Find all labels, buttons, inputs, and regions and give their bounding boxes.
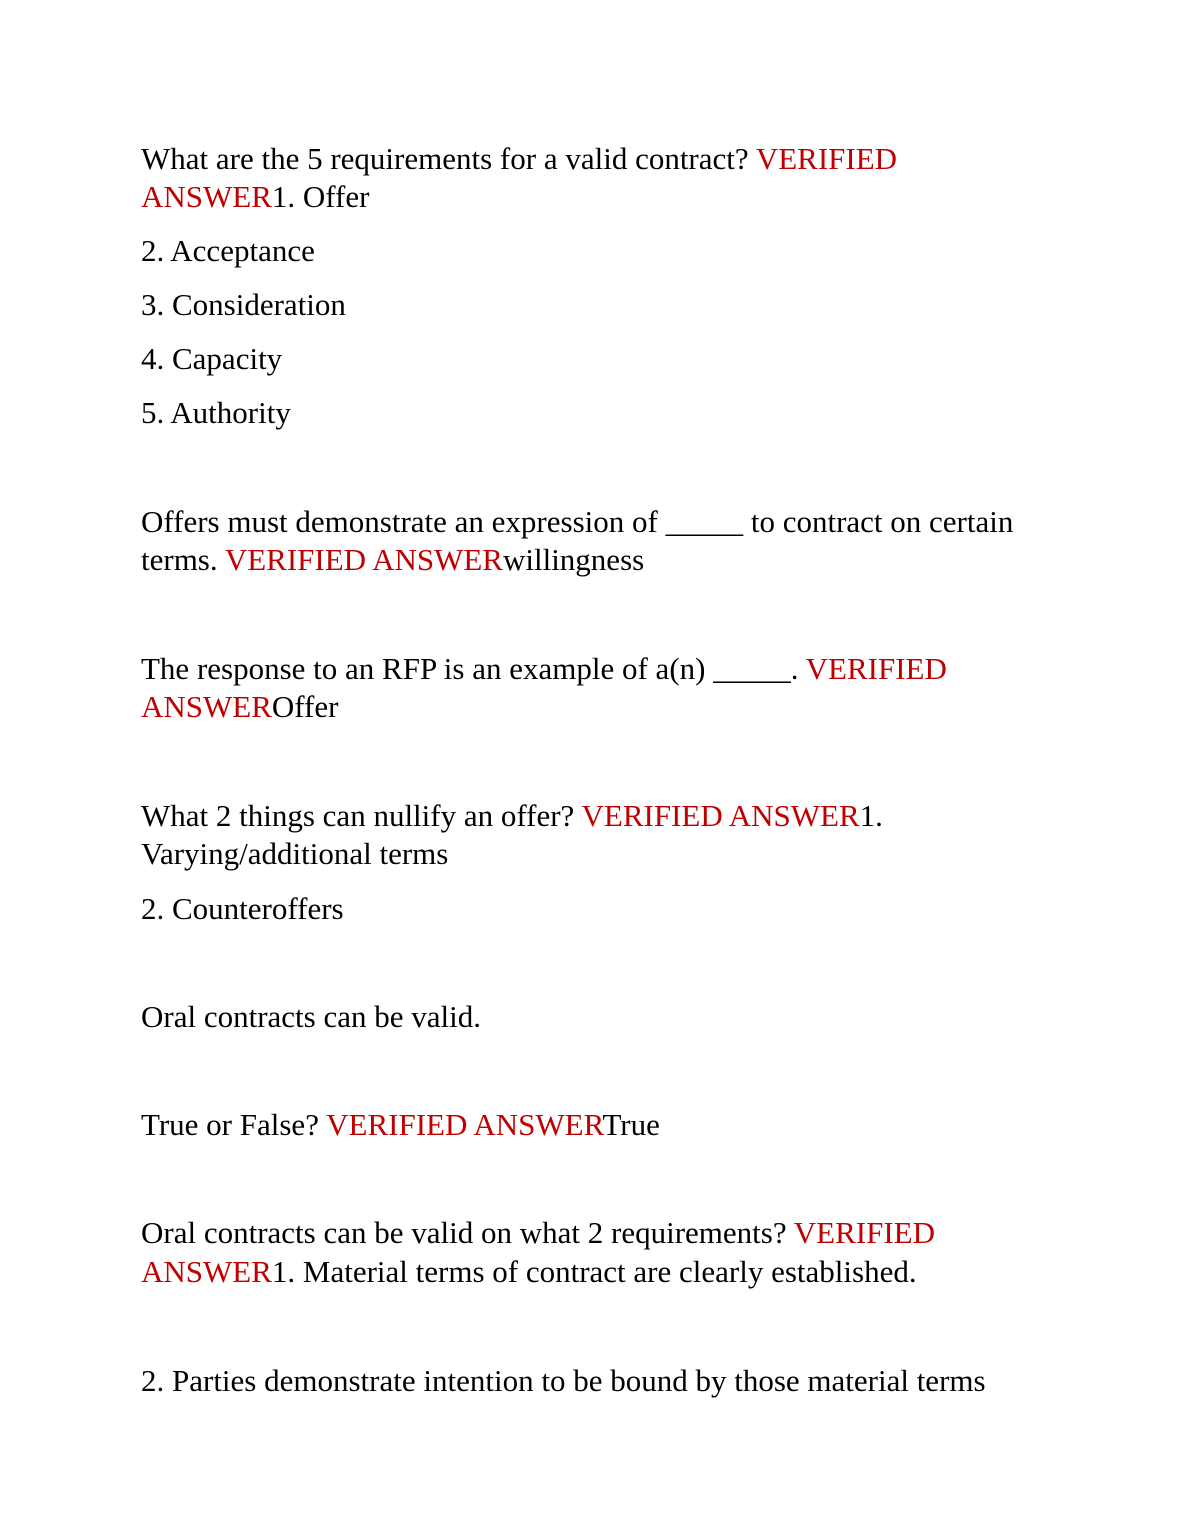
q6-question-line bbox=[141, 1214, 935, 1252]
q2-question-line1: Offers must demonstrate an expression of _____ to contract on certain bbox=[141, 504, 1014, 539]
q3-answer-tag-answer: ANSWER bbox=[141, 689, 272, 724]
q4-question: What 2 things can nullify an offer? bbox=[141, 798, 575, 833]
q3-answer-line bbox=[141, 688, 338, 726]
q4-answer-tag: VERIFIED ANSWER bbox=[581, 798, 860, 833]
q5-statement: Oral contracts can be valid. bbox=[141, 999, 481, 1034]
q2-question-line2 bbox=[141, 541, 644, 579]
q1-item-3: 3. Consideration bbox=[141, 287, 346, 322]
q1-answer-tag-answer: ANSWER bbox=[141, 179, 272, 214]
q1-item-5: 5. Authority bbox=[141, 395, 291, 430]
q1-question: What are the 5 requirements for a valid contract? bbox=[141, 141, 749, 176]
q5-answer: True bbox=[602, 1107, 660, 1142]
q6-answer-line bbox=[141, 1253, 917, 1291]
q6-question: Oral contracts can be valid on what 2 requirements? bbox=[141, 1215, 787, 1250]
q4-answer-1: Varying/additional terms bbox=[141, 836, 449, 871]
q6-answer-tag-verified: VERIFIED bbox=[793, 1215, 936, 1250]
q3-answer: Offer bbox=[271, 689, 339, 724]
q3-answer-tag-verified: VERIFIED bbox=[805, 651, 947, 686]
q3-question: The response to an RFP is an example of a(n) _____. bbox=[141, 651, 799, 686]
q1-answer-tag-verified: VERIFIED bbox=[755, 141, 898, 176]
q1-answer-line bbox=[141, 178, 369, 216]
q2-answer-tag: VERIFIED ANSWER bbox=[224, 542, 503, 577]
q2-answer: willingness bbox=[502, 542, 645, 577]
q5-question-line bbox=[141, 1106, 660, 1144]
q5-answer-tag: VERIFIED ANSWER bbox=[326, 1107, 603, 1142]
q5-question: True or False? bbox=[141, 1107, 319, 1142]
q6-answer-1: 1. Material terms of contract are clearly established. bbox=[271, 1254, 917, 1289]
q1-question-line bbox=[141, 140, 897, 178]
q4-question-line bbox=[141, 797, 883, 835]
q1-item-1: 1. Offer bbox=[271, 179, 370, 214]
q4-answer-number: 1. bbox=[859, 798, 883, 833]
q3-question-line bbox=[141, 650, 947, 688]
q6-answer-tag-answer: ANSWER bbox=[141, 1254, 272, 1289]
q4-answer-2: 2. Counteroffers bbox=[141, 891, 344, 926]
q6-answer-2: 2. Parties demonstrate intention to be bound by those material terms bbox=[141, 1363, 986, 1398]
q1-item-4: 4. Capacity bbox=[141, 341, 283, 376]
q1-item-2: 2. Acceptance bbox=[141, 233, 315, 268]
q2-question-end: terms. bbox=[141, 542, 218, 577]
